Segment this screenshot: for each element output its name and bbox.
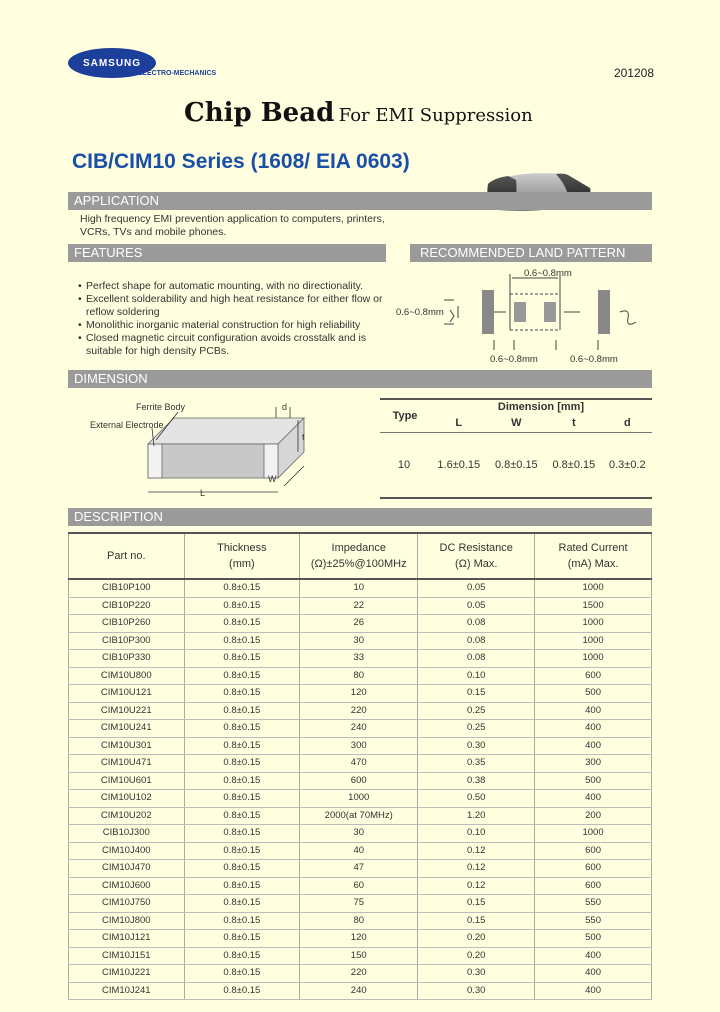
cell-part-no: CIB10J300	[69, 825, 185, 843]
cell-impedance: 2000(at 70MHz)	[300, 807, 418, 825]
cell-dc-resistance: 0.50	[418, 790, 535, 808]
cell-impedance: 30	[300, 825, 418, 843]
cell-part-no: CIB10P260	[69, 615, 185, 633]
cell-impedance: 470	[300, 755, 418, 773]
cell-impedance: 120	[300, 930, 418, 948]
cell-dc-resistance: 0.10	[418, 667, 535, 685]
external-electrode-label: External Electrode	[90, 420, 164, 430]
table-row	[69, 650, 652, 668]
features-header: FEATURES	[68, 244, 386, 262]
table-row	[69, 772, 652, 790]
cell-impedance: 80	[300, 912, 418, 930]
dimension-diagram	[84, 396, 324, 500]
cell-thickness: 0.8±0.15	[184, 930, 300, 948]
dim-col-w: W	[511, 417, 522, 429]
cell-part-no: CIM10J241	[69, 982, 185, 1000]
land-pattern-diagram	[394, 264, 654, 374]
type-header: Type	[380, 399, 430, 433]
cell-dc-resistance: 0.20	[418, 947, 535, 965]
cell-dc-resistance: 0.08	[418, 650, 535, 668]
cell-thickness: 0.8±0.15	[184, 650, 300, 668]
cell-rated-current: 500	[535, 930, 652, 948]
cell-dc-resistance: 0.12	[418, 877, 535, 895]
cell-impedance: 600	[300, 772, 418, 790]
cell-part-no: CIM10J400	[69, 842, 185, 860]
cell-part-no: CIM10J121	[69, 930, 185, 948]
dim-type-value: 10	[397, 459, 411, 471]
cell-dc-resistance: 0.25	[418, 702, 535, 720]
cell-rated-current: 400	[535, 947, 652, 965]
cell-impedance: 10	[300, 579, 418, 597]
table-row	[69, 895, 652, 913]
table-row	[69, 860, 652, 878]
cell-thickness: 0.8±0.15	[184, 790, 300, 808]
cell-dc-resistance: 0.05	[418, 597, 535, 615]
cell-thickness: 0.8±0.15	[184, 965, 300, 983]
cell-rated-current: 1000	[535, 579, 652, 597]
cell-rated-current: 1000	[535, 615, 652, 633]
cell-rated-current: 400	[535, 702, 652, 720]
dim-t-label: t	[302, 432, 305, 442]
table-row	[69, 947, 652, 965]
cell-impedance: 40	[300, 842, 418, 860]
col-part-no: Part no.	[69, 533, 185, 579]
cell-dc-resistance: 0.30	[418, 737, 535, 755]
document-date: 201208	[613, 66, 654, 80]
cell-rated-current: 500	[535, 772, 652, 790]
feature-item: • Closed magnetic circuit configuration avoids crosstalk and is suitable for high density PCBs.	[76, 332, 383, 358]
dimension-header: DIMENSION	[68, 370, 652, 388]
table-row	[69, 685, 652, 703]
dim-l-value: 1.6±0.15	[437, 459, 481, 471]
cell-thickness: 0.8±0.15	[184, 912, 300, 930]
cell-rated-current: 1000	[535, 650, 652, 668]
cell-rated-current: 600	[535, 667, 652, 685]
cell-rated-current: 400	[535, 982, 652, 1000]
cell-impedance: 220	[300, 965, 418, 983]
cell-impedance: 150	[300, 947, 418, 965]
table-row	[69, 807, 652, 825]
cell-part-no: CIM10J600	[69, 877, 185, 895]
logo-text: SAMSUNG	[68, 48, 156, 78]
cell-dc-resistance: 0.35	[418, 755, 535, 773]
cell-part-no: CIB10P330	[69, 650, 185, 668]
cell-dc-resistance: 0.30	[418, 965, 535, 983]
cell-thickness: 0.8±0.15	[184, 982, 300, 1000]
dim-d-label: d	[282, 402, 288, 412]
table-row	[69, 790, 652, 808]
dimension-table	[380, 398, 652, 499]
col-impedance: Impedance (Ω)±25%@100MHz	[300, 533, 418, 579]
cell-thickness: 0.8±0.15	[184, 615, 300, 633]
cell-impedance: 33	[300, 650, 418, 668]
cell-part-no: CIB10P100	[69, 579, 185, 597]
cell-part-no: CIM10U800	[69, 667, 185, 685]
features-list	[76, 280, 383, 358]
application-line: VCRs, TVs and mobile phones.	[80, 226, 227, 238]
table-row	[69, 825, 652, 843]
table-row	[69, 720, 652, 738]
cell-rated-current: 600	[535, 842, 652, 860]
cell-thickness: 0.8±0.15	[184, 737, 300, 755]
cell-thickness: 0.8±0.15	[184, 755, 300, 773]
cell-impedance: 300	[300, 737, 418, 755]
cell-impedance: 22	[300, 597, 418, 615]
dim-col-t: t	[572, 417, 576, 429]
description-header: DESCRIPTION	[68, 508, 652, 526]
cell-rated-current: 400	[535, 737, 652, 755]
col-rated-current: Rated Current (mA) Max.	[535, 533, 652, 579]
cell-thickness: 0.8±0.15	[184, 842, 300, 860]
dim-col-l: L	[455, 417, 463, 429]
cell-part-no: CIM10U221	[69, 702, 185, 720]
cell-dc-resistance: 0.10	[418, 825, 535, 843]
cell-rated-current: 400	[535, 965, 652, 983]
cell-dc-resistance: 0.15	[418, 685, 535, 703]
cell-rated-current: 600	[535, 877, 652, 895]
description-header-row	[69, 533, 652, 579]
cell-part-no: CIM10J151	[69, 947, 185, 965]
dimension-group-header: Dimension [mm]	[497, 401, 585, 413]
cell-thickness: 0.8±0.15	[184, 825, 300, 843]
cell-impedance: 75	[300, 895, 418, 913]
dim-d-value: 0.3±0.2	[609, 459, 646, 471]
feature-item: • Excellent solderability and high heat resistance for either flow or reflow soldering	[76, 293, 383, 319]
cell-rated-current: 600	[535, 860, 652, 878]
cell-thickness: 0.8±0.15	[184, 947, 300, 965]
description-table	[68, 532, 652, 1000]
samsung-logo	[66, 46, 216, 86]
title-main: Chip Bead	[184, 98, 335, 128]
table-row	[69, 579, 652, 597]
cell-dc-resistance: 0.15	[418, 912, 535, 930]
dim-t-value: 0.8±0.15	[552, 459, 596, 471]
land-pattern-header: RECOMMENDED LAND PATTERN	[410, 244, 652, 262]
cell-rated-current: 200	[535, 807, 652, 825]
cell-thickness: 0.8±0.15	[184, 772, 300, 790]
ferrite-body-label: Ferrite Body	[136, 402, 186, 412]
cell-dc-resistance: 0.30	[418, 982, 535, 1000]
table-row	[69, 737, 652, 755]
table-row	[69, 615, 652, 633]
cell-impedance: 60	[300, 877, 418, 895]
logo-subtitle: ELECTRO-MECHANICS	[138, 70, 217, 77]
cell-rated-current: 1000	[535, 825, 652, 843]
feature-item: • Monolithic inorganic material construction for high reliability	[76, 319, 383, 332]
cell-thickness: 0.8±0.15	[184, 807, 300, 825]
table-row	[69, 930, 652, 948]
cell-rated-current: 300	[535, 755, 652, 773]
cell-impedance: 47	[300, 860, 418, 878]
cell-part-no: CIB10P220	[69, 597, 185, 615]
cell-part-no: CIB10P300	[69, 632, 185, 650]
cell-part-no: CIM10J800	[69, 912, 185, 930]
cell-rated-current: 400	[535, 720, 652, 738]
cell-impedance: 120	[300, 685, 418, 703]
cell-thickness: 0.8±0.15	[184, 685, 300, 703]
cell-part-no: CIM10U202	[69, 807, 185, 825]
table-row	[69, 982, 652, 1000]
cell-dc-resistance: 0.12	[418, 842, 535, 860]
table-row	[69, 912, 652, 930]
table-row	[69, 667, 652, 685]
cell-dc-resistance: 0.25	[418, 720, 535, 738]
dim-w-value: 0.8±0.15	[494, 459, 538, 471]
application-line: High frequency EMI prevention application to computers, printers,	[80, 213, 385, 225]
cell-part-no: CIM10J750	[69, 895, 185, 913]
application-header: APPLICATION	[68, 192, 652, 210]
cell-dc-resistance: 0.05	[418, 579, 535, 597]
cell-thickness: 0.8±0.15	[184, 895, 300, 913]
cell-rated-current: 500	[535, 685, 652, 703]
cell-impedance: 240	[300, 720, 418, 738]
col-dc-resistance: DC Resistance (Ω) Max.	[418, 533, 535, 579]
cell-rated-current: 400	[535, 790, 652, 808]
cell-part-no: CIM10U102	[69, 790, 185, 808]
dim-w-label: W	[268, 474, 277, 484]
cell-thickness: 0.8±0.15	[184, 632, 300, 650]
cell-impedance: 30	[300, 632, 418, 650]
series-title: CIB/CIM10 Series (1608/ EIA 0603)	[72, 150, 410, 173]
cell-thickness: 0.8±0.15	[184, 877, 300, 895]
cell-dc-resistance: 1.20	[418, 807, 535, 825]
cell-rated-current: 1500	[535, 597, 652, 615]
table-row	[69, 597, 652, 615]
title-sub: For EMI Suppression	[338, 105, 533, 126]
cell-impedance: 240	[300, 982, 418, 1000]
cell-part-no: CIM10U471	[69, 755, 185, 773]
cell-dc-resistance: 0.08	[418, 615, 535, 633]
col-thickness: Thickness (mm)	[184, 533, 300, 579]
cell-dc-resistance: 0.38	[418, 772, 535, 790]
cell-part-no: CIM10J221	[69, 965, 185, 983]
cell-part-no: CIM10U121	[69, 685, 185, 703]
cell-thickness: 0.8±0.15	[184, 702, 300, 720]
table-row	[69, 755, 652, 773]
dim-l-label: L	[200, 488, 206, 498]
cell-part-no: CIM10U241	[69, 720, 185, 738]
table-row	[69, 842, 652, 860]
cell-part-no: CIM10U301	[69, 737, 185, 755]
cell-impedance: 1000	[300, 790, 418, 808]
cell-impedance: 26	[300, 615, 418, 633]
table-row	[69, 702, 652, 720]
land-bottom-right-label: 0.6~0.8mm	[570, 354, 618, 365]
table-row	[69, 877, 652, 895]
cell-part-no: CIM10U601	[69, 772, 185, 790]
table-row	[69, 965, 652, 983]
cell-thickness: 0.8±0.15	[184, 579, 300, 597]
cell-thickness: 0.8±0.15	[184, 597, 300, 615]
cell-thickness: 0.8±0.15	[184, 860, 300, 878]
land-left-label: 0.6~0.8mm	[396, 307, 444, 318]
dim-col-d: d	[623, 417, 631, 429]
cell-dc-resistance: 0.08	[418, 632, 535, 650]
cell-rated-current: 550	[535, 912, 652, 930]
cell-dc-resistance: 0.15	[418, 895, 535, 913]
application-text	[80, 213, 385, 239]
cell-rated-current: 550	[535, 895, 652, 913]
land-bottom-left-label: 0.6~0.8mm	[490, 354, 538, 365]
cell-part-no: CIM10J470	[69, 860, 185, 878]
page-title	[184, 98, 533, 128]
table-row	[69, 632, 652, 650]
cell-dc-resistance: 0.20	[418, 930, 535, 948]
cell-thickness: 0.8±0.15	[184, 667, 300, 685]
cell-impedance: 220	[300, 702, 418, 720]
cell-dc-resistance: 0.12	[418, 860, 535, 878]
cell-impedance: 80	[300, 667, 418, 685]
cell-rated-current: 1000	[535, 632, 652, 650]
cell-thickness: 0.8±0.15	[184, 720, 300, 738]
feature-item: • Perfect shape for automatic mounting, with no directionality.	[76, 280, 383, 293]
land-top-label: 0.6~0.8mm	[524, 268, 572, 279]
